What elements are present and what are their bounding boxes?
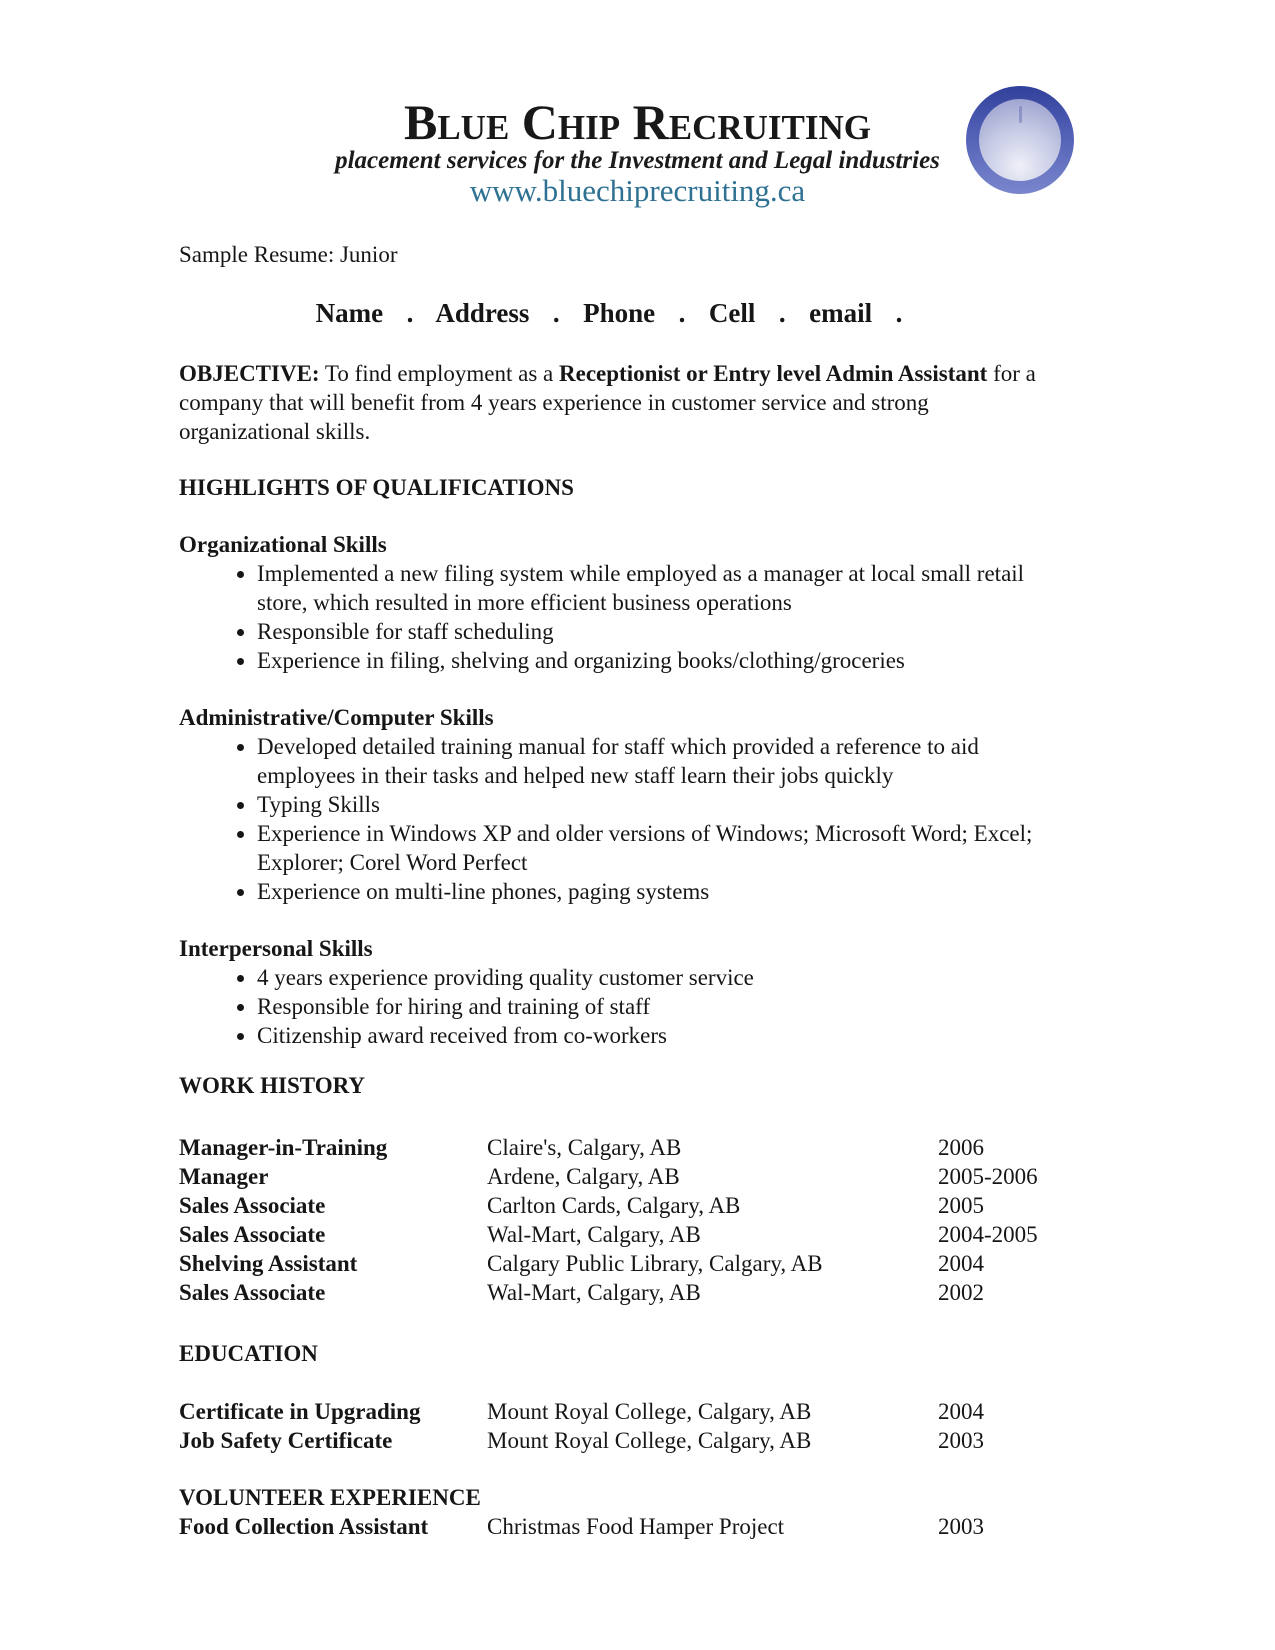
job-title: Sales Associate (179, 1222, 326, 1247)
volunteer-org: Christmas Food Hamper Project (487, 1514, 785, 1539)
bullet-item: • Experience in filing, shelving and organizing books/clothing/groceries (257, 646, 1039, 675)
brand-name: Blue Chip Recruiting (403, 94, 871, 150)
objective-paragraph (179, 359, 1039, 446)
volunteer-years: 2003 (938, 1514, 984, 1539)
job-org: Wal-Mart, Calgary, AB (487, 1222, 701, 1247)
group-title-admin-computer: Administrative/Computer Skills (179, 705, 494, 730)
job-years: 2002 (938, 1280, 984, 1305)
job-years: 2005 (938, 1193, 984, 1218)
contact-placeholder-line: Name . Address . Phone . Cell . email . (315, 298, 903, 328)
work-history-heading: WORK HISTORY (179, 1073, 365, 1098)
bullet-item: • Responsible for hiring and training of staff (257, 992, 1039, 1021)
volunteer-title: Food Collection Assistant (179, 1514, 429, 1539)
job-years: 2004-2005 (938, 1222, 1038, 1247)
bullet-item: • Responsible for staff scheduling (257, 617, 1039, 646)
admin-computer-bullet-list (179, 732, 1039, 906)
job-years: 2006 (938, 1135, 984, 1160)
organizational-bullet-list (179, 559, 1039, 675)
interpersonal-bullet-list (179, 963, 1039, 1050)
job-years: 2005-2006 (938, 1164, 1038, 1189)
job-title: Manager (179, 1164, 269, 1189)
highlights-heading: HIGHLIGHTS OF QUALIFICATIONS (179, 475, 574, 500)
job-years: 2004 (938, 1251, 984, 1276)
bullet-item: • 4 years experience providing quality customer service (257, 963, 1039, 992)
education-years: 2003 (938, 1428, 984, 1453)
education-title: Certificate in Upgrading (179, 1399, 421, 1424)
bullet-item: • Typing Skills (257, 790, 1039, 819)
logo-inner-disc (979, 99, 1061, 181)
education-years: 2004 (938, 1399, 984, 1424)
job-title: Sales Associate (179, 1280, 326, 1305)
education-org: Mount Royal College, Calgary, AB (487, 1399, 812, 1424)
group-title-organizational: Organizational Skills (179, 532, 387, 557)
education-table (179, 1397, 1039, 1455)
objective-text-before: To find employment as a (319, 361, 560, 386)
job-org: Ardene, Calgary, AB (487, 1164, 680, 1189)
education-heading: EDUCATION (179, 1341, 318, 1366)
bullet-item: • Experience in Windows XP and older versions of Windows; Microsoft Word; Excel; Explorer; Corel Word Perfect (257, 819, 1039, 877)
job-title: Manager-in-Training (179, 1135, 388, 1160)
job-title: Shelving Assistant (179, 1251, 358, 1276)
objective-label: OBJECTIVE: (179, 361, 320, 386)
resume-body (0, 240, 1039, 1541)
bullet-item: • Citizenship award received from co-workers (257, 1021, 1039, 1050)
job-org: Calgary Public Library, Calgary, AB (487, 1251, 823, 1276)
bullet-item: • Developed detailed training manual for staff which provided a reference to aid employees in their tasks and helped new staff learn their jobs quickly (257, 732, 1039, 790)
volunteer-table (179, 1512, 1039, 1541)
job-title: Sales Associate (179, 1193, 326, 1218)
brand-tagline: placement services for the Investment and Legal industries (335, 147, 940, 174)
sample-resume-label: Sample Resume: Junior (179, 242, 398, 267)
work-history-table (179, 1133, 1039, 1307)
objective-bold-phrase: Receptionist or Entry level Admin Assistant (559, 361, 988, 386)
job-org: Claire's, Calgary, AB (487, 1135, 682, 1160)
volunteer-heading: VOLUNTEER EXPERIENCE (179, 1485, 481, 1510)
job-org: Wal-Mart, Calgary, AB (487, 1280, 701, 1305)
bullet-item: • Experience on multi-line phones, paging systems (257, 877, 1039, 906)
education-org: Mount Royal College, Calgary, AB (487, 1428, 812, 1453)
logo-highlight (1019, 106, 1022, 123)
letterhead (0, 0, 1275, 230)
blue-chip-logo-icon (966, 86, 1074, 194)
bullet-item: • Implemented a new filing system while employed as a manager at local small retail store, which resulted in more efficient business operations (257, 559, 1039, 617)
objective-text-after: for a company that will benefit from 4 years experience in customer service and strong organizational skills. (179, 361, 1036, 444)
brand-url: www.bluechiprecruiting.ca (469, 173, 806, 208)
group-title-interpersonal: Interpersonal Skills (179, 936, 373, 961)
job-org: Carlton Cards, Calgary, AB (487, 1193, 741, 1218)
education-title: Job Safety Certificate (179, 1428, 393, 1453)
brand-block (0, 94, 1275, 208)
